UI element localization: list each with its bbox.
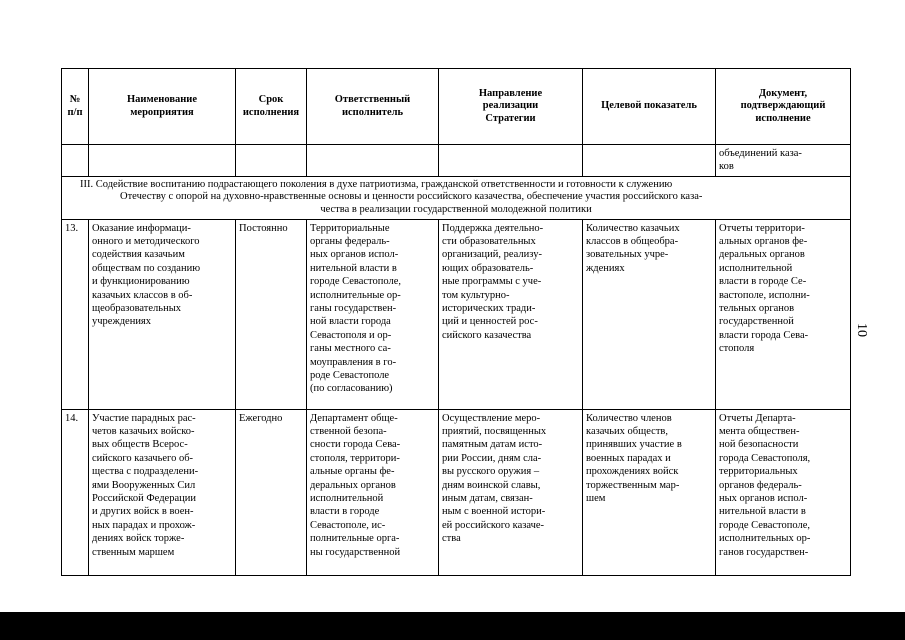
row-direction: Поддержка деятельно- сти образовательных организаций, реализу- ющих образователь- ные программы с уче- том культурно- исторических тради- ций и ценностей рос- сийского казачества [439,219,583,409]
row-num: 14. [62,409,89,575]
header-indicator: Целевой показатель [583,69,716,145]
section-row [62,176,851,219]
bottom-scan-border [0,612,905,640]
row-indicator: Количество членов казачьих обществ, принявших участие в военных парадах и прохождениях войск торжественным мар- шем [583,409,716,575]
measures-table [61,68,851,576]
cont-cell-indicator [583,145,716,177]
cont-cell-direction [439,145,583,177]
row-indicator: Количество казачьих классов в общеобра- зовательных учре- ждениях [583,219,716,409]
header-direction: Направление реализации Стратегии [439,69,583,145]
row-direction: Осуществление меро- приятий, посвященных памятным датам исто- рии России, дням сла- вы русского оружия – дням воинской славы, иным датам, связан- ным с военной истори- ей российского казаче- ства [439,409,583,575]
table-row [62,409,851,575]
row-name: Участие парадных рас- четов казачьих войско- вых обществ Всерос- сийского казачьего об- щества с подразделени- ями Вооруженных Сил Российской Федерации и других войск в воен- ных парадах и прохож- дениях войск торже- ственным маршем [89,409,236,575]
row-document: Отчеты территори- альных органов фе- деральных органов исполнительной власти в городе Се- вастополе, исполни- тельных органов государственной власти города Сева- стополя [716,219,851,409]
cont-cell-document: объединений каза- ков [716,145,851,177]
page-number: 10 [854,323,869,337]
continuation-row [62,145,851,177]
header-row [62,69,851,145]
header-num: № п/п [62,69,89,145]
row-document: Отчеты Департа- мента обществен- ной безопасности города Севастополя, территориальных органов федераль- ных органов испол- нительной власти в городе Севастополе, исполнительных ор- ганов государствен- [716,409,851,575]
cont-cell-num [62,145,89,177]
section-heading: III. Содействие воспитанию подрастающего поколения в духе патриотизма, гражданской ответственности и готовности к служению Отечеству с опорой на духовно-нравственные основы и ценности российского казачества, обеспечение участия российского каза- чества в реализации государственной молодежной политики [62,176,851,219]
cont-cell-responsible [307,145,439,177]
row-term: Ежегодно [236,409,307,575]
row-num: 13. [62,219,89,409]
header-responsible: Ответственный исполнитель [307,69,439,145]
header-document: Документ, подтверждающий исполнение [716,69,851,145]
table-row [62,219,851,409]
header-name: Наименование мероприятия [89,69,236,145]
row-name: Оказание информаци- онного и методического содействия казачьим обществам по созданию и функционированию казачьих классов в об- щеобразовательных учреждениях [89,219,236,409]
cont-cell-name [89,145,236,177]
header-term: Срок исполнения [236,69,307,145]
cont-cell-term [236,145,307,177]
row-responsible: Департамент обще- ственной безопа- сности города Сева- стополя, территори- альные органы фе- деральных органов исполнительной власти в городе Севастополе, ис- полнительные орга- ны государственной [307,409,439,575]
row-responsible: Территориальные органы федераль- ных органов испол- нительной власти в городе Севастополе, исполнительные ор- ганы государствен- ной власти города Севастополя и ор- ганы местного са- моуправления в го- роде Севастополе (по согласованию) [307,219,439,409]
row-term: Постоянно [236,219,307,409]
